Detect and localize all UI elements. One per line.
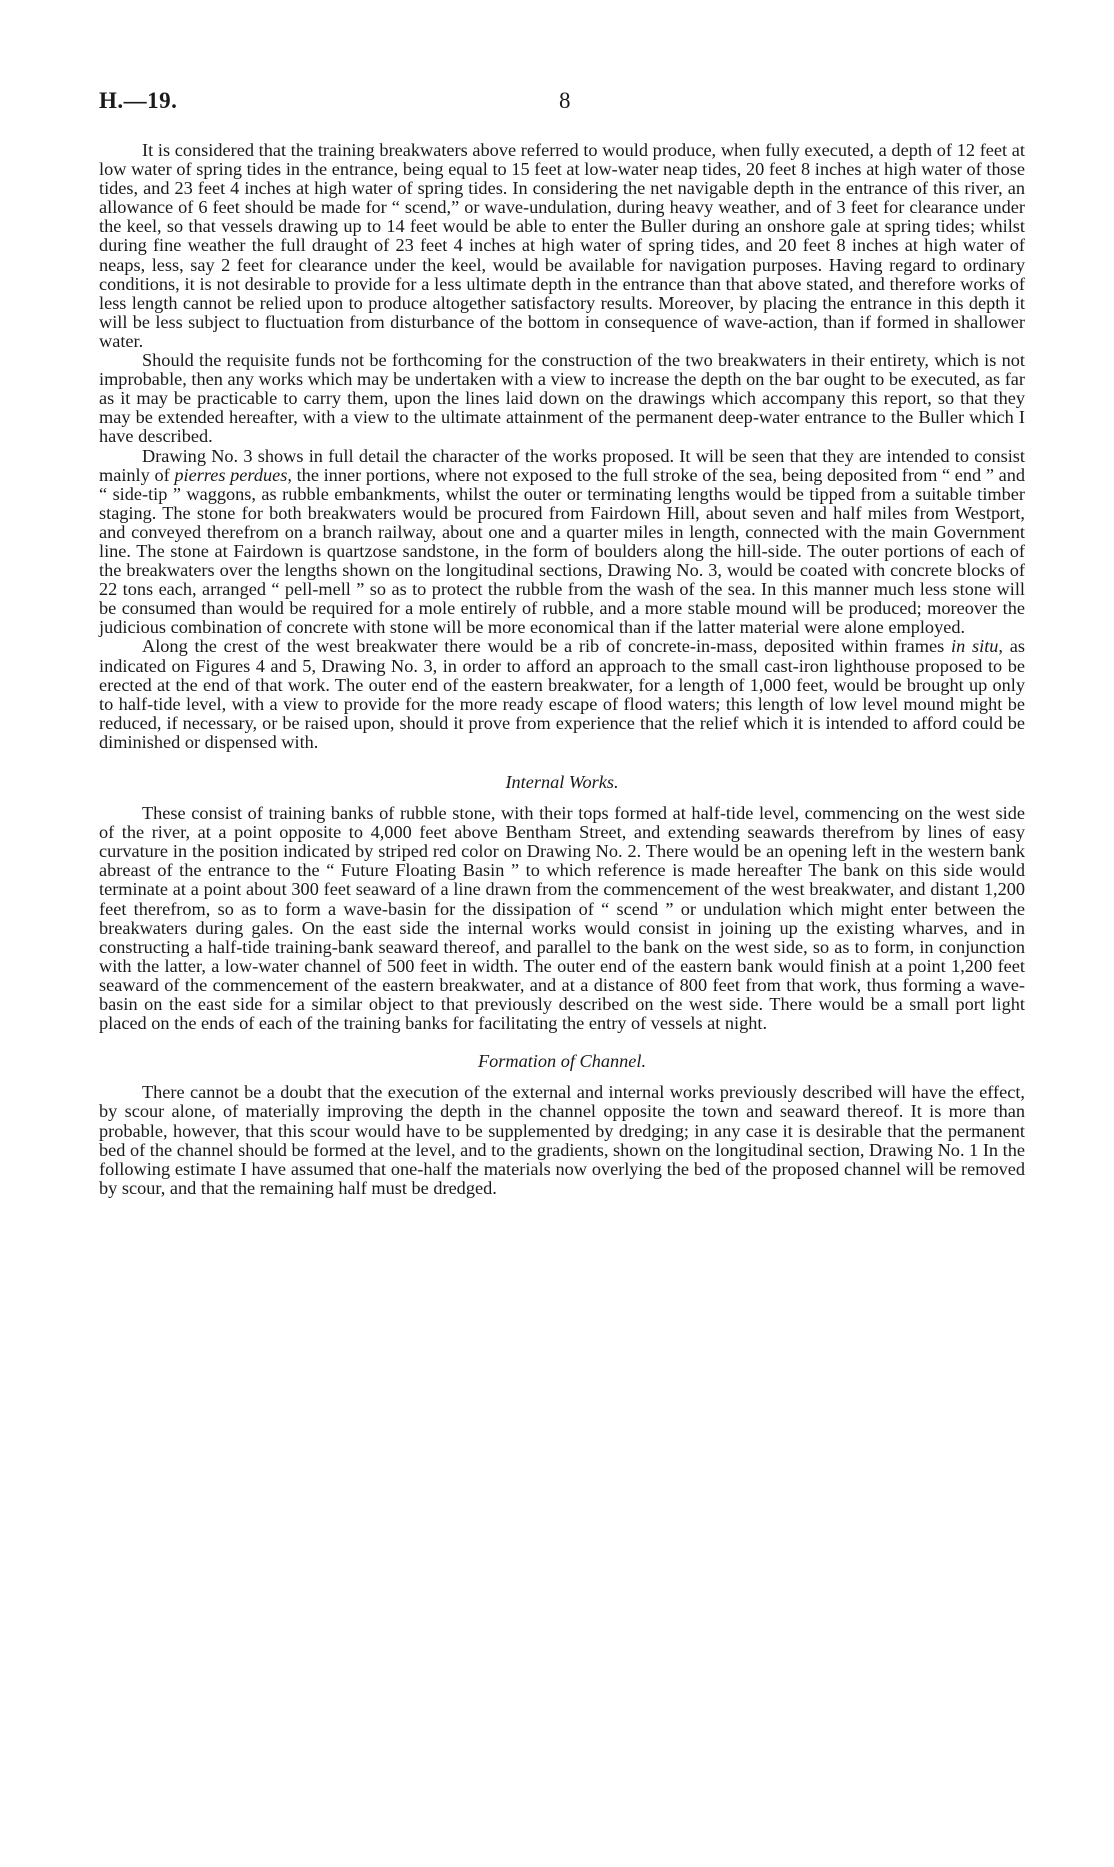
page-number: 8 bbox=[559, 88, 571, 113]
paragraph-text: the inner portions, where not exposed to the full stroke of the sea, being deposited from “ end ” and “ side-tip ” waggons, as rubble embankments, whilst the outer or terminating lengths would be tipped from a suitable timber staging. The stone for both breakwaters would be procured from Fairdown Hill, about seven and half miles from Westport, and conveyed therefrom on a branch railway, about one and a quarter miles in length, connected with the main Government line. The stone at Fairdown is quartzose sandstone, in the form of boulders along the hill-side. The outer portions of each of the breakwaters over the lengths shown on the longitudinal sections, Drawing No. 3, would be coated with concrete blocks of 22 tons each, arranged “ pell-mell ” so as to protect the rubble from the wash of the sea. In this manner much less stone will be consumed than would be required for a mole entirely of rubble, and a more stable mound will be produced; moreover the judicious combination of concrete with stone will be more economical than if the latter material were alone employed. bbox=[99, 464, 1026, 638]
italic-term: in situ, bbox=[951, 636, 1003, 657]
paragraph-text: Along the crest of the west breakwater there would be a rib of concrete-in-mass, deposited within frames bbox=[142, 636, 952, 657]
paragraph-text: as indicated on Figures 4 and 5, Drawing No. 3, in order to afford an approach to the small cast-iron lighthouse proposed to be erected at the end of that work. The outer end of the eastern breakwater, for a length of 1,000 feet, would be brought up only to half-tide level, with a view to provide for the more ready escape of flood waters; this length of low level mound might be reduced, if necessary, or be raised upon, should it prove from experience that the relief which it is intended to afford could be diminished or dispensed with. bbox=[99, 636, 1025, 752]
page-header bbox=[99, 88, 1024, 118]
paragraph-formation-of-channel: There cannot be a doubt that the execution of the external and internal works previously described will have the effect, by scour alone, of materially improving the depth in the channel opposite the town and seaward thereof. It is more than probable, however, that this scour would have to be supplemented by dredging; in any case it is desirable that the permanent bed of the channel should be formed at the level, and to the gradients, shown on the longitudinal section, Drawing No. 1 In the following estimate I have assumed that one-half the materials now overlying the bed of the proposed channel will be removed by scour, and that the remaining half must be dredged. bbox=[99, 1082, 1025, 1198]
paragraph-drawing-no-3 bbox=[99, 447, 1025, 638]
section-heading-formation-of-channel: Formation of Channel. bbox=[477, 1051, 647, 1072]
paragraph-west-breakwater-crest bbox=[99, 637, 1025, 752]
italic-term: pierres perdues, bbox=[174, 464, 292, 485]
document-reference: H.—19. bbox=[99, 88, 178, 113]
paragraph-text: Drawing No. 3 shows in full detail the character of the works proposed. It will be seen that they are intended to consist mainly of bbox=[99, 445, 1025, 485]
paragraph-internal-works: These consist of training banks of rubble stone, with their tops formed at half-tide level, commencing on the west side of the river, at a point opposite to 4,000 feet above Bentham Street, and extending seawards therefrom by lines of easy curvature in the position indicated by striped red color on Drawing No. 2. There would be an opening left in the western bank abreast of the entrance to the “ Future Floating Basin ” to which reference is made hereafter The bank on this side would terminate at a point about 300 feet seaward of a line drawn from the commencement of the west breakwater, and distant 1,200 feet therefrom, so as to form a wave-basin for the dissipation of “ scend ” or undulation which might enter between the breakwaters during gales. On the east side the internal works would consist in joining up the existing wharves, and in constructing a half-tide training-bank seaward thereof, and parallel to the bank on the west side, so as to form, in conjunction with the latter, a low-water channel of 500 feet in width. The outer end of the eastern bank would finish at a point 1,200 feet seaward of the commencement of the eastern breakwater, and at a distance of 800 feet from that work, thus forming a wave-basin on the east side for a similar object to that previously described on the west side. There would be a small port light placed on the ends of each of the training banks for facilitating the entry of vessels at night. bbox=[99, 803, 1025, 1034]
body-text bbox=[99, 141, 1025, 1198]
section-heading-internal-works: Internal Works. bbox=[505, 772, 619, 792]
paragraph-funds: Should the requisite funds not be forthcoming for the construction of the two breakwaters in their entirety, which is not improbable, then any works which may be undertaken with a view to increase the depth on the bar ought to be executed, as far as it may be practicable to carry them, upon the lines laid down on the drawings which accompany this report, so that they may be extended hereafter, with a view to the ultimate attainment of the permanent deep-water entrance to the Buller which I have described. bbox=[99, 350, 1025, 447]
paragraph-training-breakwaters: It is considered that the training breakwaters above referred to would produce, when fully executed, a depth of 12 feet at low water of spring tides in the entrance, being equal to 15 feet at low-water neap tides, 20 feet 8 inches at high water of those tides, and 23 feet 4 inches at high water of spring tides. In considering the net navigable depth in the entrance of this river, an allowance of 6 feet should be made for “ scend,” or wave-undulation, during heavy weather, and of 3 feet for clearance under the keel, so that vessels drawing up to 14 feet would be able to enter the Buller during an onshore gale at spring tides; whilst during fine weather the full draught of 23 feet 4 inches at high water of spring tides, and 20 feet 8 inches at high water of neaps, less, say 2 feet for clearance under the keel, would be available for navigation purposes. Having regard to ordinary conditions, it is not desirable to provide for a less ultimate depth in the entrance than that above stated, and therefore works of less length cannot be relied upon to produce altogether satisfactory results. Moreover, by placing the entrance in this depth it will be less subject to fluctuation from disturbance of the bottom in consequence of wave-action, than if formed in shallower water. bbox=[99, 140, 1025, 351]
